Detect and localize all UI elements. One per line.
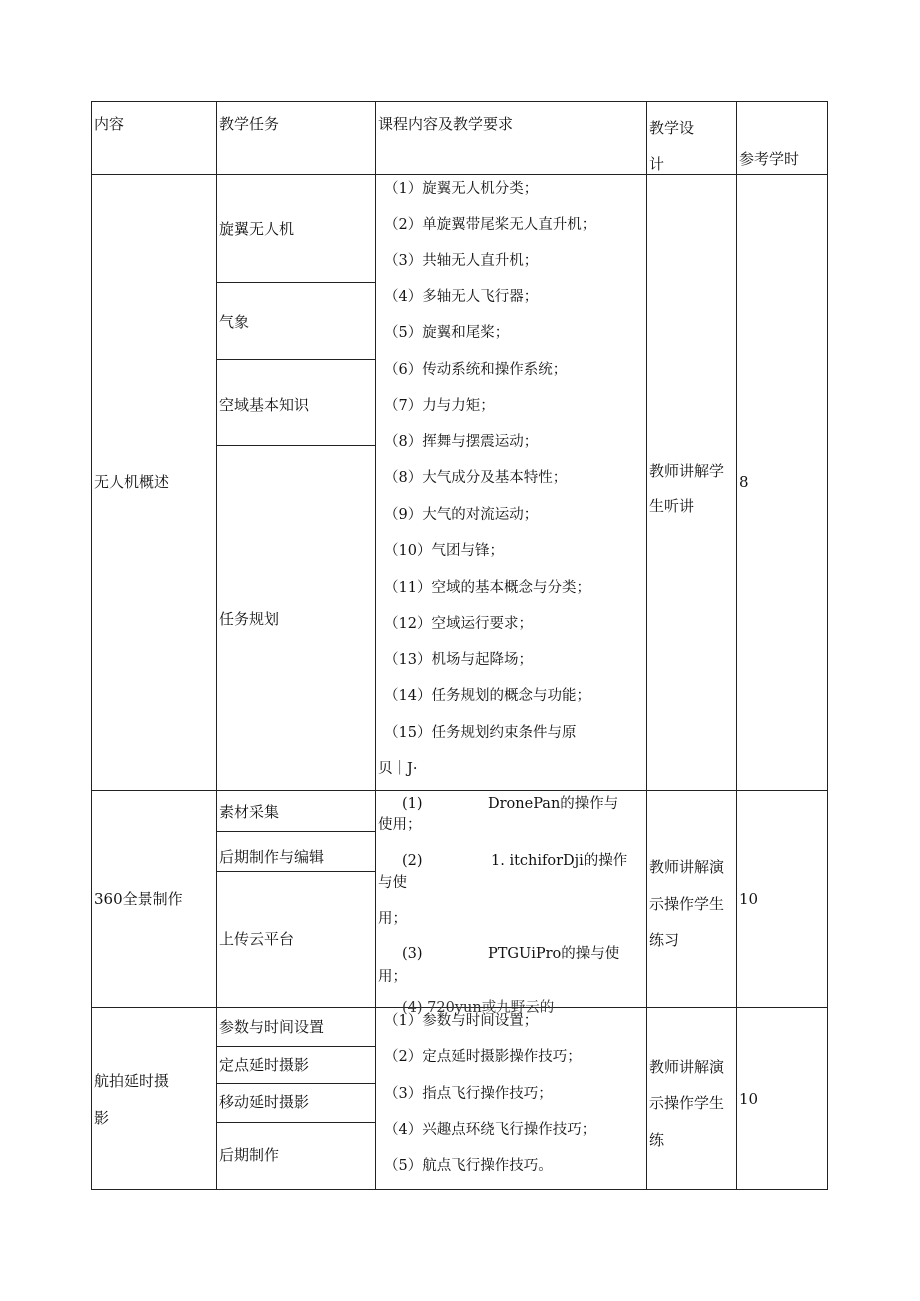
section2-req-num: (3) [402,946,423,962]
task-divider [216,871,375,872]
col-divider-1 [216,101,217,1190]
section3-requirement: （1）参数与时间设置； [384,1013,539,1029]
section1-requirement: （8）大气成分及基本特性； [384,470,568,486]
section1-task: 任务规划 [219,610,280,628]
col-divider-2 [375,101,376,1190]
section1-requirement: （9）大气的对流运动； [384,507,539,523]
section2-req-cutoff-clip [377,998,645,1016]
section1-requirement: （3）共轴无人直升机； [384,253,539,269]
col-divider-4 [736,101,737,1190]
section2-req-num: (2) [402,853,423,869]
header-design-cont: 计 [649,155,665,173]
section1-requirement: （7）力与力矩； [384,398,495,414]
section3-task: 参数与时间设置 [219,1018,325,1036]
section2-req-text: PTGUiPro的操与使 [488,946,620,962]
section1-task: 空域基本知识 [219,396,310,414]
section2-req-text: DronePan的操作与 [488,796,619,812]
section3-design-cont: 示操作学生 [649,1094,725,1112]
section1-requirement: （8）挥舞与摆震运动； [384,434,539,450]
section1-requirement: （10）气团与锋； [384,543,504,559]
section2-design-cont: 示操作学生 [649,895,725,913]
section3-content-cont: 影 [94,1109,110,1127]
section2-design-cont: 练习 [649,931,680,949]
section2-req-cont: 用； [378,911,407,927]
header-requirements: 课程内容及教学要求 [378,115,514,133]
section3-requirement: （2）定点延时摄影操作技巧； [384,1049,582,1065]
section2-task: 后期制作与编辑 [219,848,325,866]
section2-req-cont: 与使 [378,875,407,891]
section2-content: 360全景制作 [94,890,183,908]
header-content: 内容 [94,115,125,133]
section3-design: 教师讲解演 [649,1058,725,1076]
section1-requirement: （2）单旋翼带尾桨无人直升机； [384,217,597,233]
section3-requirement: （5）航点飞行操作技巧。 [384,1158,553,1174]
section1-requirement: （6）传动系统和操作系统； [384,362,568,378]
section3-task: 后期制作 [219,1146,280,1164]
row-divider-section1 [91,790,828,791]
header-design: 教学设 [649,119,695,137]
section2-req-num: (1) [402,796,423,812]
section3-hours: 10 [739,1090,759,1108]
section3-requirement: （3）指点飞行操作技巧； [384,1086,553,1102]
section2-task: 上传云平台 [219,930,295,948]
section1-design-cont: 生听讲 [649,497,695,515]
section2-req-cutoff: (4) 720yun或九野云的 [402,1000,555,1016]
task-divider [216,359,375,360]
section1-requirement: （12）空域运行要求； [384,616,533,632]
section3-task: 定点延时摄影 [219,1056,310,1074]
header-task: 教学任务 [219,115,280,133]
section1-content: 无人机概述 [94,473,170,491]
section2-req-text: 1. itchiforDji的操作 [491,853,628,869]
row-divider-header [91,174,828,175]
header-hours: 参考学时 [739,150,800,168]
col-divider-3 [646,101,647,1190]
section2-req-cont: 使用； [378,817,422,833]
section1-hours: 8 [739,473,749,491]
section2-req-cont: 用； [378,969,407,985]
section2-task: 素材采集 [219,803,280,821]
section3-requirement: （4）兴趣点环绕飞行操作技巧； [384,1122,597,1138]
section1-requirement: （13）机场与起降场； [384,652,533,668]
task-divider [216,445,375,446]
section1-task: 旋翼无人机 [219,220,295,238]
section1-requirement: （4）多轴无人飞行器； [384,289,539,305]
task-divider [216,1046,375,1047]
section1-requirement: （1）旋翼无人机分类； [384,181,539,197]
task-divider [216,831,375,832]
section3-content: 航拍延时摄 [94,1072,170,1090]
task-divider [216,1122,375,1123]
task-divider [216,1083,375,1084]
section1-requirement: 贝｜J· [378,761,418,777]
section1-design: 教师讲解学 [649,462,725,480]
section3-task: 移动延时摄影 [219,1093,310,1111]
section1-requirement: （5）旋翼和尾桨； [384,325,510,341]
task-divider [216,282,375,283]
section3-design-cont: 练 [649,1131,665,1149]
section2-design: 教师讲解演 [649,858,725,876]
section1-requirement: （11）空域的基本概念与分类； [384,580,591,596]
section1-task: 气象 [219,313,250,331]
section1-requirement: （15）任务规划约束条件与原 [384,725,577,741]
section2-hours: 10 [739,890,759,908]
section1-requirement: （14）任务规划的概念与功能； [384,688,591,704]
